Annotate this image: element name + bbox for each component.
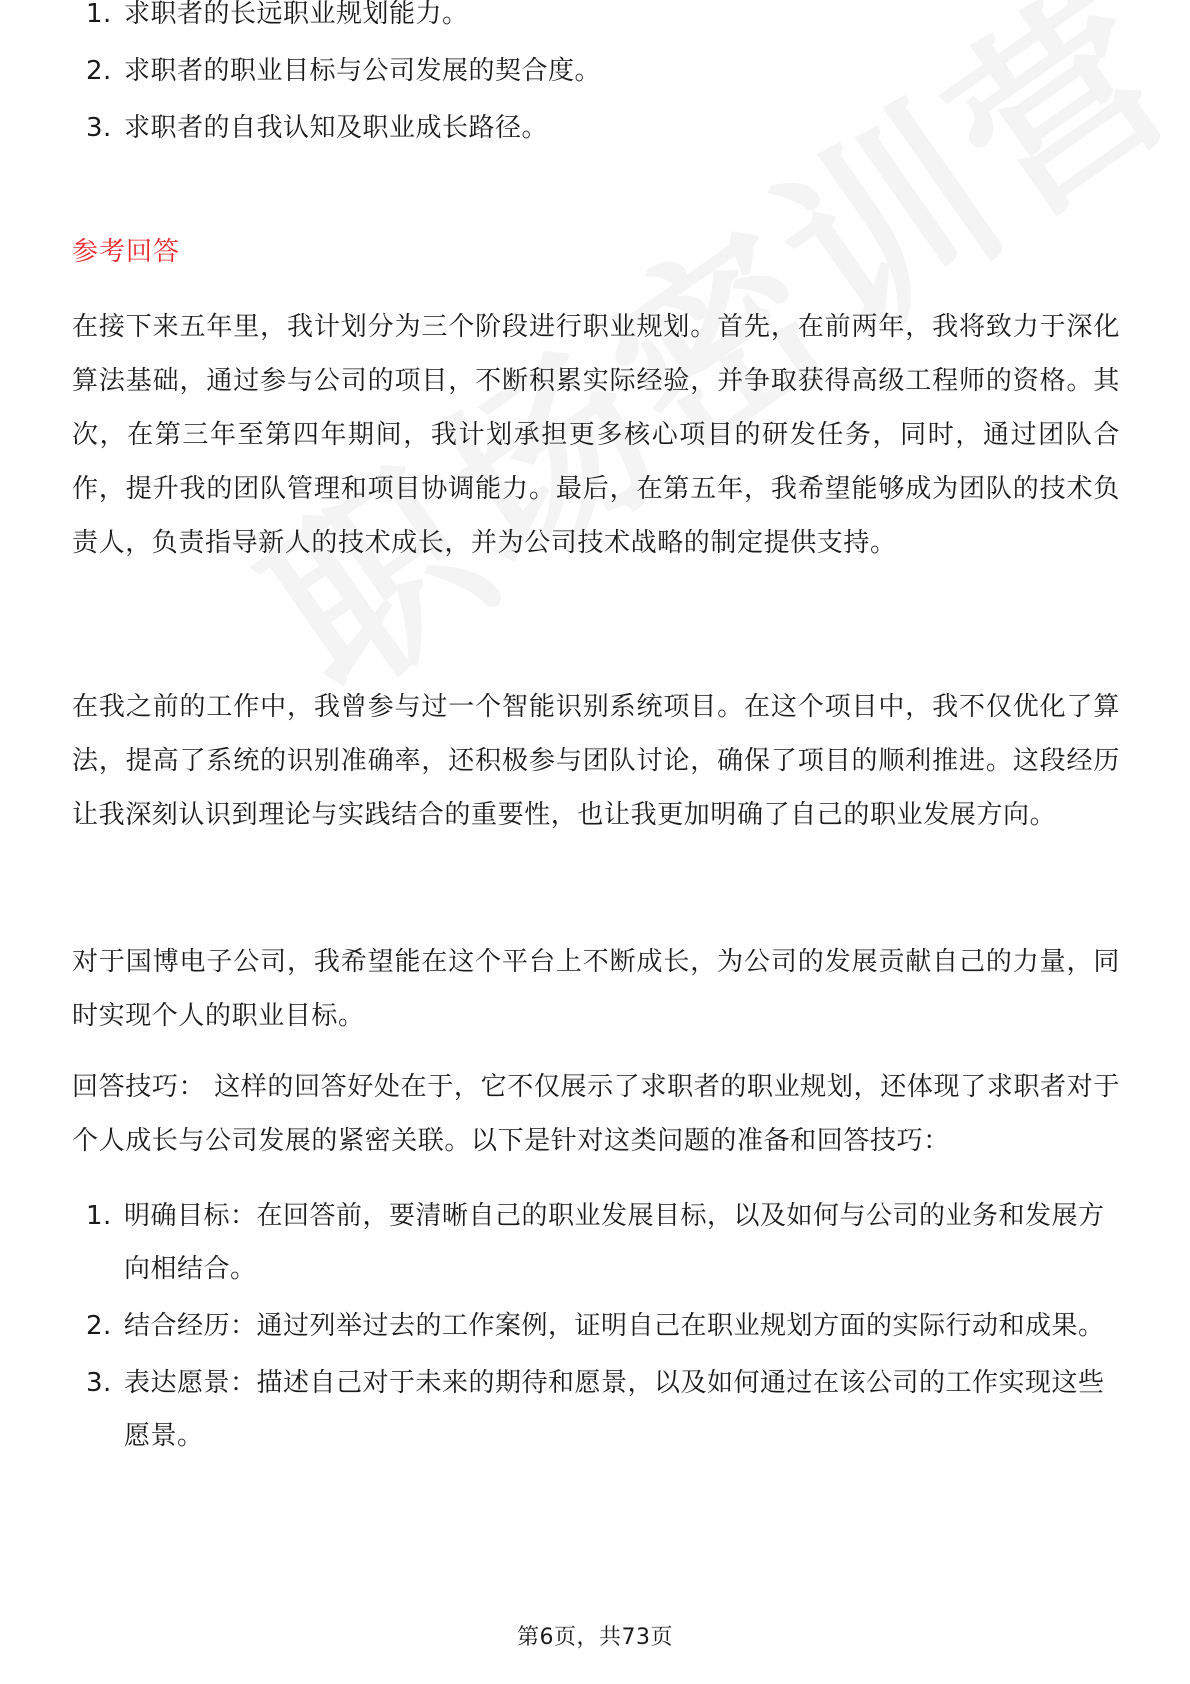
list-number: 1. bbox=[86, 1201, 112, 1231]
list-item bbox=[72, 0, 1112, 43]
list-number: 3. bbox=[86, 1368, 112, 1398]
list-number: 1. bbox=[86, 0, 112, 29]
list-item-text: 求职者的职业目标与公司发展的契合度。 bbox=[124, 56, 602, 86]
criteria-list bbox=[72, 0, 1112, 157]
page-number-footer: 第6页，共73页 bbox=[517, 1625, 673, 1650]
list-number: 2. bbox=[86, 56, 112, 86]
answer-paragraph-experience: 在我之前的工作中，我曾参与过一个智能识别系统项目。在这个项目中，我不仅优化了算法，提高了系统的识别准确率，还积极参与团队讨论，确保了项目的顺利推进。这段经历让我深刻认识到理论与实践结合的重要性，也让我更加明确了自己的职业发展方向。 bbox=[72, 692, 1120, 830]
section-heading: 参考回答 bbox=[72, 237, 181, 267]
list-item-text: 求职者的长远职业规划能力。 bbox=[124, 0, 469, 29]
list-number: 3. bbox=[86, 113, 112, 143]
list-item bbox=[72, 1190, 1112, 1296]
list-item bbox=[72, 1357, 1112, 1463]
list-number: 2. bbox=[86, 1311, 112, 1341]
answer-tips-intro: 回答技巧： 这样的回答好处在于，它不仅展示了求职者的职业规划，还体现了求职者对于个人成长与公司发展的紧密关联。以下是针对这类问题的准备和回答技巧： bbox=[72, 1072, 1120, 1156]
list-item-text: 结合经历：通过列举过去的工作案例，证明自己在职业规划方面的实际行动和成果。 bbox=[124, 1311, 1105, 1341]
list-item bbox=[72, 1300, 1112, 1353]
list-item bbox=[72, 43, 1112, 100]
list-item bbox=[72, 100, 1112, 157]
list-item-text: 求职者的自我认知及职业成长路径。 bbox=[124, 113, 549, 143]
answer-paragraph-plan: 在接下来五年里，我计划分为三个阶段进行职业规划。首先，在前两年，我将致力于深化算法基础，通过参与公司的项目，不断积累实际经验，并争取获得高级工程师的资格。其次，在第三年至第四年期间，我计划承担更多核心项目的研发任务，同时，通过团队合作，提升我的团队管理和项目协调能力。最后，在第五年，我希望能够成为团队的技术负责人，负责指导新人的技术成长，并为公司技术战略的制定提供支持。 bbox=[72, 312, 1120, 558]
answer-paragraph-company: 对于国博电子公司，我希望能在这个平台上不断成长，为公司的发展贡献自己的力量，同时实现个人的职业目标。 bbox=[72, 947, 1120, 1031]
tips-list bbox=[72, 1190, 1112, 1467]
list-item-text: 表达愿景：描述自己对于未来的期待和愿景，以及如何通过在该公司的工作实现这些愿景。 bbox=[124, 1368, 1105, 1451]
list-item-text: 明确目标：在回答前，要清晰自己的职业发展目标，以及如何与公司的业务和发展方向相结合。 bbox=[124, 1201, 1105, 1284]
